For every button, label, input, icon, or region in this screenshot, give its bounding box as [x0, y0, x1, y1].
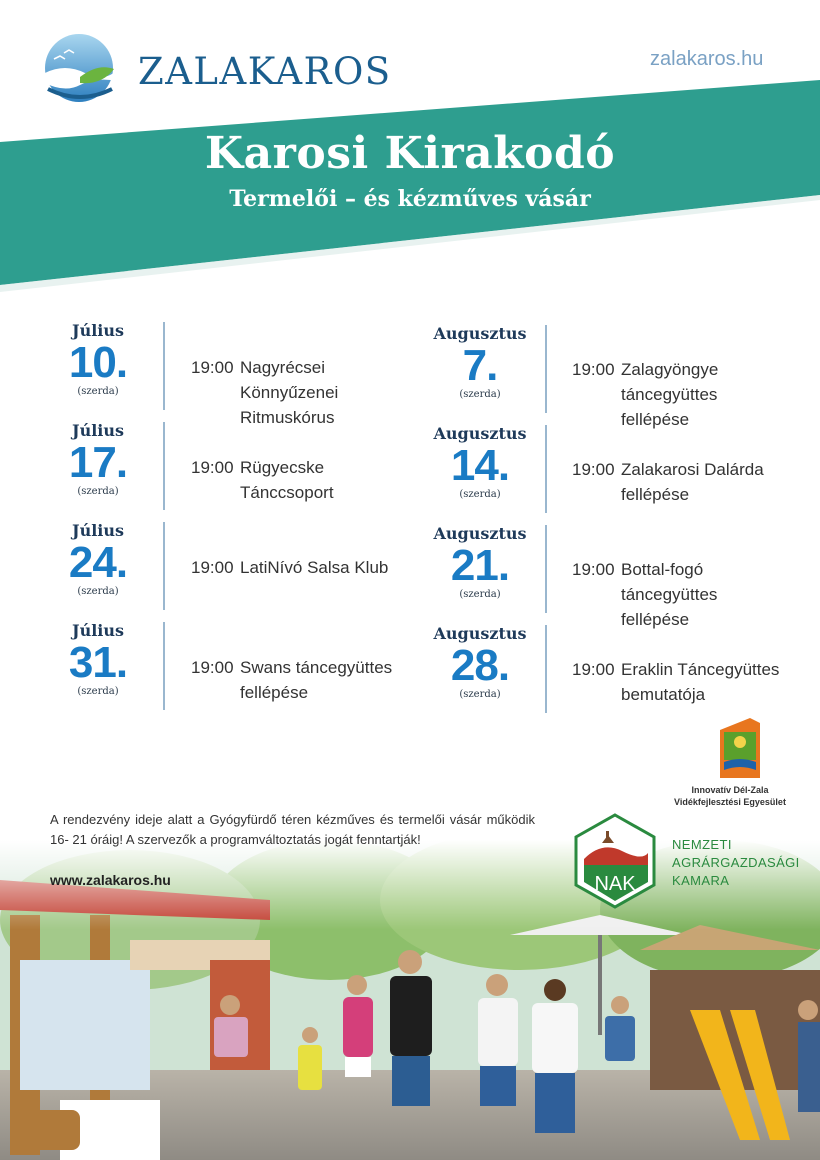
month-label: Július — [72, 421, 124, 440]
date-block — [28, 322, 168, 398]
event-description: Nagyrécsei Könnyűzenei Ritmuskórus — [240, 358, 339, 427]
event-description: Eraklin Táncegyüttes bemutatója — [621, 660, 780, 704]
event-description: Zalakarosi Dalárda fellépése — [621, 460, 764, 504]
divider — [545, 325, 547, 413]
event-time: 19:00 — [572, 360, 615, 379]
divider — [545, 425, 547, 513]
divider — [163, 422, 165, 510]
event-description: Zalagyöngye táncegyüttes fellépése — [621, 360, 719, 429]
event-description: LatiNívó Salsa Klub — [240, 558, 389, 577]
page-title: Karosi Kirakodó — [204, 128, 616, 179]
month-label: Augusztus — [433, 424, 527, 443]
brand-name: ZALAKAROS — [138, 50, 392, 93]
innov-del-zala-name — [660, 784, 800, 808]
day-number: 17. — [68, 438, 128, 487]
month-label: Július — [72, 521, 124, 540]
day-number: 14. — [450, 441, 510, 490]
month-label: Augusztus — [433, 524, 527, 543]
weekday-label: (szerda) — [459, 689, 501, 700]
date-block — [410, 625, 550, 701]
event-time: 19:00 — [191, 658, 234, 677]
divider — [545, 525, 547, 613]
event-description: Rügyecske Tánccsoport — [240, 458, 334, 502]
day-number: 28. — [450, 641, 510, 690]
event-entry — [191, 455, 416, 510]
month-label: Július — [72, 621, 124, 640]
month-label: Július — [72, 321, 124, 340]
event-entry — [191, 555, 416, 585]
event-time: 19:00 — [191, 458, 234, 477]
event-entry — [572, 557, 797, 637]
date-block — [410, 425, 550, 501]
weekday-label: (szerda) — [459, 589, 501, 600]
event-entry — [572, 657, 797, 712]
date-block — [28, 522, 168, 598]
date-block — [28, 622, 168, 698]
nak-logo-icon — [572, 813, 658, 909]
nak-name-line: AGRÁRGAZDASÁGI — [672, 855, 800, 870]
innov-name-line: Innovatív Dél-Zala — [691, 785, 769, 795]
weekday-label: (szerda) — [459, 389, 501, 400]
weekday-label: (szerda) — [77, 586, 119, 597]
weekday-label: (szerda) — [77, 386, 119, 397]
event-time: 19:00 — [191, 558, 234, 577]
month-label: Augusztus — [433, 324, 527, 343]
weekday-label: (szerda) — [77, 686, 119, 697]
event-time: 19:00 — [572, 560, 615, 579]
page-subtitle: Termelői – és kézműves vásár — [229, 186, 591, 212]
event-time: 19:00 — [191, 358, 234, 377]
day-number: 31. — [68, 638, 128, 687]
nak-name-line: KAMARA — [672, 873, 730, 888]
innov-name-line: Vidékfejlesztési Egyesület — [674, 797, 786, 807]
nak-name — [672, 836, 800, 890]
date-block — [410, 525, 550, 601]
day-number: 24. — [68, 538, 128, 587]
event-description: Swans táncegyüttes fellépése — [240, 658, 393, 702]
website-url-bottom[interactable]: www.zalakaros.hu — [50, 872, 171, 888]
divider — [163, 522, 165, 610]
weekday-label: (szerda) — [77, 486, 119, 497]
event-description: Bottal-fogó táncegyüttes fellépése — [621, 560, 718, 629]
nak-name-line: NEMZETI — [672, 837, 732, 852]
date-block — [410, 325, 550, 401]
event-time: 19:00 — [572, 460, 615, 479]
event-entry — [191, 355, 416, 435]
divider — [163, 622, 165, 710]
event-notice: A rendezvény ideje alatt a Gyógyfürdő téren kézműves és termelői vásár működik 16- 21 óráig! A szervezők a programváltoztatás jogát fenntartják! — [50, 812, 535, 847]
divider — [545, 625, 547, 713]
innov-del-zala-logo-icon — [720, 718, 760, 778]
event-entry — [572, 457, 797, 512]
website-url-top[interactable]: zalakaros.hu — [650, 48, 764, 70]
day-number: 7. — [462, 341, 498, 390]
divider — [163, 322, 165, 410]
event-entry — [572, 357, 797, 437]
day-number: 21. — [450, 541, 510, 590]
date-block — [28, 422, 168, 498]
month-label: Augusztus — [433, 624, 527, 643]
day-number: 10. — [68, 338, 128, 387]
nak-abbreviation: NAK — [594, 873, 636, 895]
event-time: 19:00 — [572, 660, 615, 679]
weekday-label: (szerda) — [459, 489, 501, 500]
event-entry — [191, 655, 416, 710]
